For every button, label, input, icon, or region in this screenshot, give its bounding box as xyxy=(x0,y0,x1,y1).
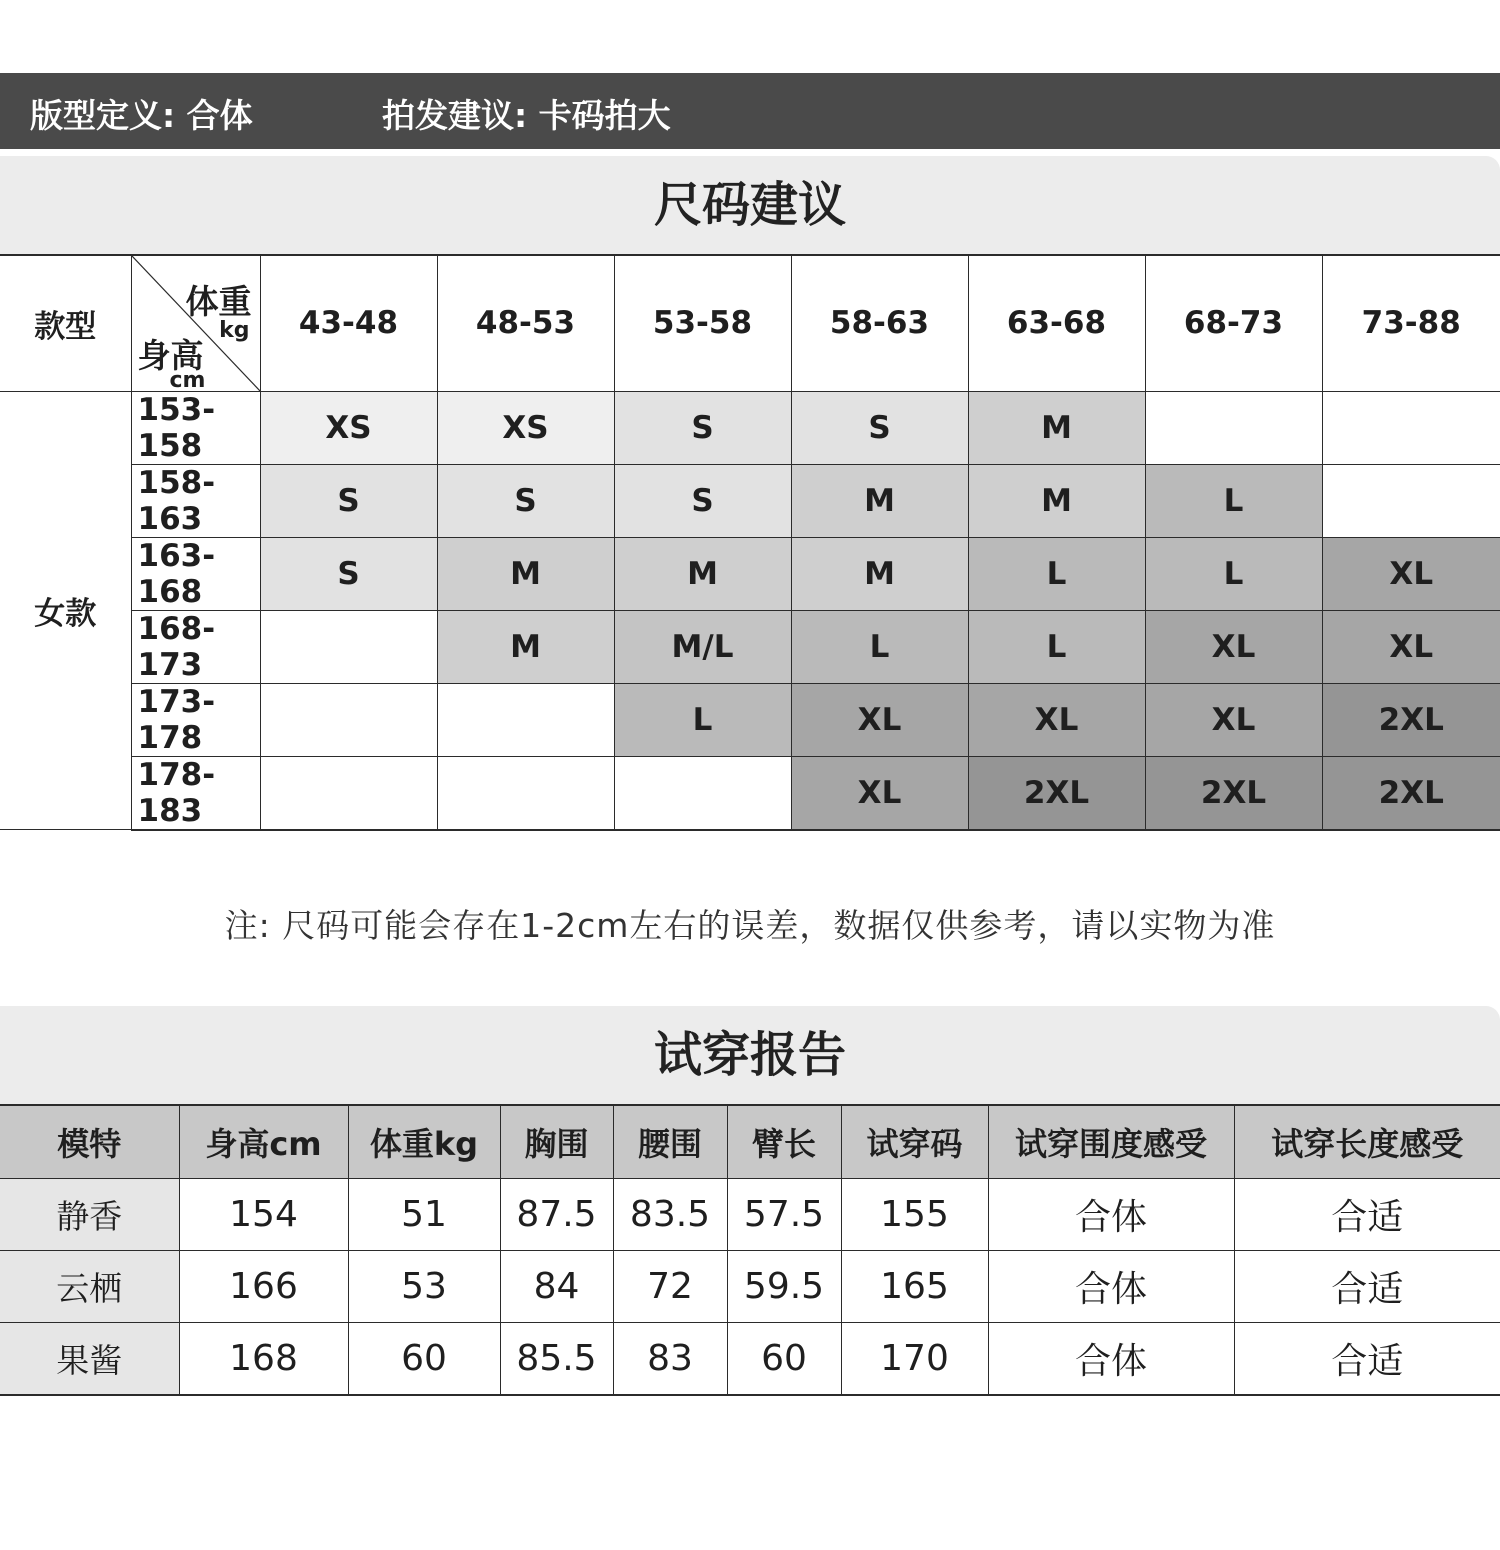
table-cell: 85.5 xyxy=(500,1323,613,1396)
size-cell: M xyxy=(968,391,1145,464)
size-cell: 2XL xyxy=(1145,756,1322,830)
size-cell: XS xyxy=(260,391,437,464)
try-section-title: 试穿报告 xyxy=(0,1006,1500,1104)
size-cell: S xyxy=(260,464,437,537)
height-range: 168-173 xyxy=(131,610,260,683)
size-cell: M xyxy=(968,464,1145,537)
size-cell: S xyxy=(614,464,791,537)
table-cell: 合适 xyxy=(1234,1179,1500,1251)
size-cell: M xyxy=(437,610,614,683)
size-cell: XL xyxy=(1322,610,1500,683)
size-cell: M xyxy=(791,464,968,537)
size-cell: XL xyxy=(968,683,1145,756)
style-header: 款型 xyxy=(0,255,131,391)
model-row xyxy=(0,1251,1500,1323)
height-range: 178-183 xyxy=(131,756,260,830)
size-cell xyxy=(1322,391,1500,464)
size-cell xyxy=(437,756,614,830)
column-header: 试穿长度感受 xyxy=(1234,1105,1500,1179)
size-note: 注: 尺码可能会存在1-2cm左右的误差，数据仅供参考，请以实物为准 xyxy=(224,906,1276,945)
height-range: 163-168 xyxy=(131,537,260,610)
weight-range: 68-73 xyxy=(1145,255,1322,391)
size-cell: XS xyxy=(437,391,614,464)
table-cell: 60 xyxy=(727,1323,841,1396)
size-cell xyxy=(260,683,437,756)
size-cell: XL xyxy=(791,756,968,830)
column-header: 臂长 xyxy=(727,1105,841,1179)
table-cell: 合体 xyxy=(988,1179,1234,1251)
size-cell xyxy=(437,683,614,756)
height-range: 158-163 xyxy=(131,464,260,537)
size-cell: XL xyxy=(1145,610,1322,683)
weight-unit: kg xyxy=(219,318,250,343)
table-cell: 168 xyxy=(179,1323,348,1396)
column-header: 腰围 xyxy=(613,1105,727,1179)
size-row xyxy=(0,756,1500,830)
weight-range: 53-58 xyxy=(614,255,791,391)
size-cell: L xyxy=(791,610,968,683)
size-cell: M/L xyxy=(614,610,791,683)
size-cell: XL xyxy=(791,683,968,756)
model-name: 云栖 xyxy=(0,1251,179,1323)
table-cell: 59.5 xyxy=(727,1251,841,1323)
column-header: 体重kg xyxy=(348,1105,500,1179)
column-header: 试穿码 xyxy=(841,1105,988,1179)
column-header: 模特 xyxy=(0,1105,179,1179)
table-cell: 83.5 xyxy=(613,1179,727,1251)
size-cell: L xyxy=(1145,464,1322,537)
table-cell: 166 xyxy=(179,1251,348,1323)
column-header: 胸围 xyxy=(500,1105,613,1179)
size-row xyxy=(0,537,1500,610)
table-cell: 53 xyxy=(348,1251,500,1323)
table-cell: 51 xyxy=(348,1179,500,1251)
size-cell xyxy=(614,756,791,830)
weight-label: 体重 xyxy=(185,282,252,321)
table-cell: 83 xyxy=(613,1323,727,1396)
size-cell xyxy=(260,756,437,830)
size-section-title: 尺码建议 xyxy=(0,156,1500,254)
table-cell: 60 xyxy=(348,1323,500,1396)
size-cell xyxy=(1145,391,1322,464)
size-cell: 2XL xyxy=(968,756,1145,830)
size-table xyxy=(0,254,1500,831)
table-cell: 合体 xyxy=(988,1251,1234,1323)
size-cell: S xyxy=(437,464,614,537)
weight-range: 43-48 xyxy=(260,255,437,391)
table-cell: 87.5 xyxy=(500,1179,613,1251)
try-on-table xyxy=(0,1104,1500,1396)
size-cell: L xyxy=(968,537,1145,610)
size-cell: M xyxy=(614,537,791,610)
height-unit: cm xyxy=(169,368,206,393)
table-cell: 合体 xyxy=(988,1323,1234,1396)
height-range: 153-158 xyxy=(131,391,260,464)
diagonal-header-cell xyxy=(131,255,260,391)
size-row xyxy=(0,391,1500,464)
height-range: 173-178 xyxy=(131,683,260,756)
height-label: 身高 xyxy=(137,336,204,375)
size-cell: L xyxy=(614,683,791,756)
size-cell xyxy=(1322,464,1500,537)
model-row xyxy=(0,1323,1500,1396)
model-row xyxy=(0,1179,1500,1251)
try-table-header xyxy=(0,1105,1500,1179)
size-cell: L xyxy=(1145,537,1322,610)
size-cell: S xyxy=(260,537,437,610)
size-row xyxy=(0,683,1500,756)
size-cell: XL xyxy=(1145,683,1322,756)
weight-range: 58-63 xyxy=(791,255,968,391)
size-advice: 拍发建议: 卡码拍大 xyxy=(382,96,671,135)
model-name: 果酱 xyxy=(0,1323,179,1396)
size-cell: 2XL xyxy=(1322,683,1500,756)
size-cell: S xyxy=(791,391,968,464)
size-row xyxy=(0,464,1500,537)
table-cell: 84 xyxy=(500,1251,613,1323)
table-cell: 合适 xyxy=(1234,1251,1500,1323)
size-cell: 2XL xyxy=(1322,756,1500,830)
size-cell xyxy=(260,610,437,683)
size-cell: XL xyxy=(1322,537,1500,610)
size-row xyxy=(0,610,1500,683)
column-header: 试穿围度感受 xyxy=(988,1105,1234,1179)
size-cell: S xyxy=(614,391,791,464)
size-table-header xyxy=(0,255,1500,391)
category-label: 女款 xyxy=(0,391,131,830)
size-cell: M xyxy=(437,537,614,610)
model-name: 静香 xyxy=(0,1179,179,1251)
weight-range: 48-53 xyxy=(437,255,614,391)
table-cell: 155 xyxy=(841,1179,988,1251)
weight-range: 73-88 xyxy=(1322,255,1500,391)
weight-range: 63-68 xyxy=(968,255,1145,391)
table-cell: 合适 xyxy=(1234,1323,1500,1396)
table-cell: 165 xyxy=(841,1251,988,1323)
column-header: 身高cm xyxy=(179,1105,348,1179)
table-cell: 72 xyxy=(613,1251,727,1323)
table-cell: 170 xyxy=(841,1323,988,1396)
fit-info-bar xyxy=(0,73,1500,149)
table-cell: 57.5 xyxy=(727,1179,841,1251)
size-cell: M xyxy=(791,537,968,610)
fit-definition: 版型定义: 合体 xyxy=(30,96,253,135)
size-cell: L xyxy=(968,610,1145,683)
table-cell: 154 xyxy=(179,1179,348,1251)
